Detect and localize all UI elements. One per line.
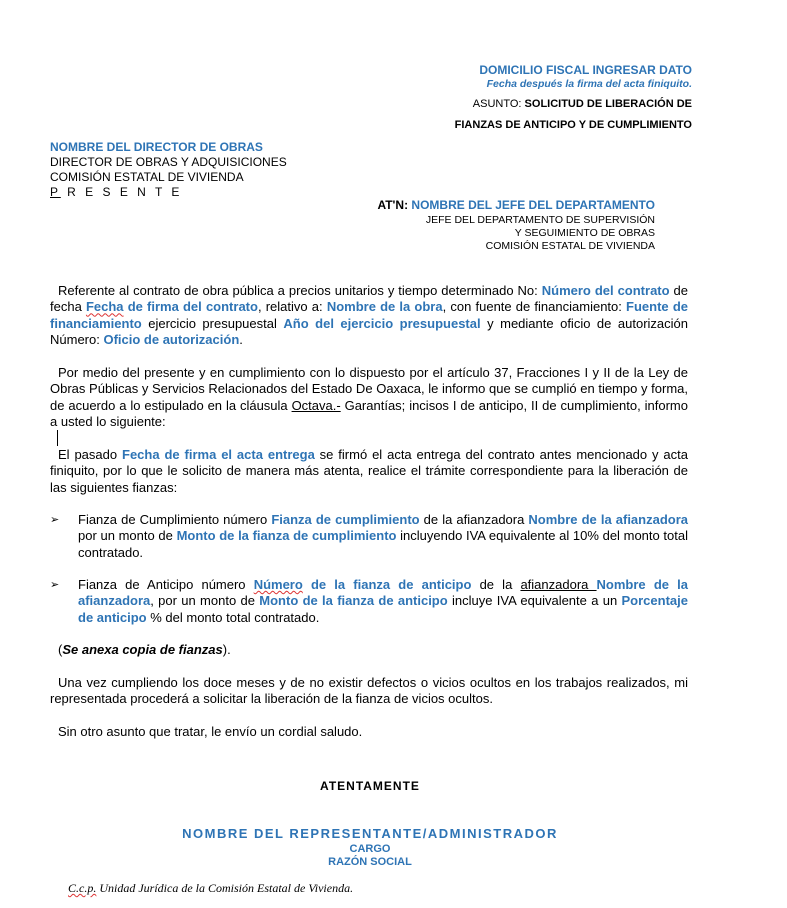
atn-label: AT'N: (377, 198, 409, 212)
b2-text-2: de la (471, 577, 521, 592)
field-oficio-autorizacion: Oficio de autorización (103, 331, 240, 347)
asunto-line-1 (473, 98, 692, 110)
p1-text-2: de fecha (50, 283, 689, 315)
field-fecha-firma-a: Fecha (85, 299, 124, 315)
anexa-close: ). (222, 642, 231, 657)
domicilio-fiscal: DOMICILIO FISCAL INGRESAR DATO (479, 63, 692, 77)
bullet-fianza-cumplimiento (50, 512, 688, 561)
asunto-label: ASUNTO: (472, 98, 522, 110)
p3-text-2: se firmó el acta entrega del contrato antes mencionado y acta finiquito, por lo que le solicito de manera más atenta, realice el trámite correspondiente para la liberación de las siguientes fianzas: (50, 447, 688, 495)
asunto-text-1: SOLICITUD DE LIBERACIÓN DE (524, 98, 692, 110)
b1-text-3: por un monto de (78, 528, 177, 544)
p3-text-1: El pasado (58, 447, 122, 462)
fecha-documento: Fecha después la firma del acta finiquito. (486, 78, 692, 90)
atn-block (377, 199, 655, 253)
p1-text-4: , con fuente de financiamiento: (442, 299, 627, 315)
ccp-text: Unidad Jurídica de la Comisión Estatal de Vivienda. (96, 881, 354, 895)
presente-rest: R E S E N T E (67, 185, 183, 199)
paragraph-vicios-ocultos: Una vez cumpliendo los doce meses y de no existir defectos o vicios ocultos en los trabajos realizados, mi representada procederá a solicitar la liberación de la fianza de vicios ocultos. (50, 675, 688, 707)
paragraph-acta-entrega (50, 447, 688, 496)
arrow-bullet-icon: ➢ (50, 514, 60, 526)
b1-text-4: incluyendo IVA equivalente al 10% del monto total contratado. (78, 528, 688, 560)
paragraph-articulo (50, 365, 688, 430)
p1-text-5: ejercicio presupuestal (141, 315, 284, 331)
atn-line-2: Y SEGUIMIENTO DE OBRAS (514, 227, 655, 239)
b2-text-4: incluye IVA equivalente a un (447, 593, 622, 609)
field-numero-fianza-b: de la fianza de anticipo (302, 577, 472, 592)
p1-text-6: y mediante oficio de autorización Número: (50, 315, 688, 347)
field-monto-fianza-anticipo: Monto de la fianza de anticipo (259, 593, 448, 609)
representante-name: NOMBRE DEL REPRESENTANTE/ADMINISTRADOR (182, 826, 558, 841)
field-monto-fianza-cumplimiento: Monto de la fianza de cumplimiento (176, 528, 397, 544)
recipient-title: DIRECTOR DE OBRAS Y ADQUISICIONES (50, 155, 287, 169)
field-numero-fianza-a: Número (253, 577, 303, 592)
field-numero-contrato: Número del contrato (541, 283, 670, 298)
presente (50, 185, 287, 200)
b2-text-3: , por un monto de (150, 593, 260, 609)
representante-cargo: CARGO (349, 843, 391, 855)
field-fianza-cumplimiento: Fianza de cumplimiento (271, 512, 420, 527)
field-nombre-afianzadora-2: Nombre de la afianzadora (78, 577, 688, 609)
anexa-open: ( (58, 642, 63, 657)
p1-text-7: . (239, 331, 243, 347)
recipient-org: COMISIÓN ESTATAL DE VIVIENDA (50, 170, 244, 184)
atn-line-3: COMISIÓN ESTATAL DE VIVIENDA (485, 240, 655, 252)
arrow-bullet-icon: ➢ (50, 579, 60, 591)
clausula-octava: Octava.- (291, 397, 341, 413)
anexa-note (58, 642, 696, 658)
b2-afianzadora: afianzadora (520, 577, 597, 592)
presente-p: P (50, 185, 61, 199)
asunto-line-2: FIANZAS DE ANTICIPO Y DE CUMPLIMIENTO (454, 119, 692, 131)
anexa-text: Se anexa copia de fianzas (62, 642, 223, 657)
ccp-abbr: C.c.p. (68, 881, 97, 895)
bullet-fianza-anticipo (50, 577, 688, 626)
b1-text-1: Fianza de Cumplimiento número (78, 512, 272, 527)
recipient-block (50, 140, 287, 200)
razon-social: RAZÓN SOCIAL (328, 856, 412, 868)
text-cursor (57, 430, 58, 446)
paragraph-saludo: Sin otro asunto que tratar, le envío un cordial saludo. (58, 724, 363, 739)
field-nombre-afianzadora: Nombre de la afianzadora (528, 512, 689, 527)
b2-text-5: % del monto total contratado. (146, 609, 320, 625)
b1-text-2: de la afianzadora (419, 512, 529, 527)
field-fecha-acta-entrega: Fecha de firma el acta entrega (122, 447, 315, 462)
paragraph-contrato (50, 283, 688, 348)
b2-text-1: Fianza de Anticipo número (78, 577, 254, 592)
atn-line-1: JEFE DEL DEPARTAMENTO DE SUPERVISIÓN (425, 214, 655, 226)
p1-text-1: Referente al contrato de obra pública a precios unitarios y tiempo determinado No: (58, 283, 542, 298)
p2-text-2: Garantías; incisos I de anticipo, II de cumplimiento, informo a usted lo siguiente: (50, 397, 688, 429)
atn-name: NOMBRE DEL JEFE DEL DEPARTAMENTO (411, 198, 655, 212)
ccp-line (68, 881, 353, 896)
recipient-name: NOMBRE DEL DIRECTOR DE OBRAS (50, 140, 263, 154)
field-porcentaje-anticipo: Porcentaje de anticipo (78, 593, 688, 625)
p2-text-1: Por medio del presente y en cumplimiento con lo dispuesto por el artículo 37, Fracciones I y II de la Ley de Obras Públicas y Servicios Relacionados del Estado De Oaxaca, le informo que se cumplió en tiempo y forma, de acuerdo a lo estipulado en la cláusula (50, 365, 688, 413)
field-fuente-financiamiento: Fuente de financiamiento (50, 299, 688, 331)
field-fecha-firma-b: de firma del contrato (123, 299, 258, 315)
field-nombre-obra: Nombre de la obra (326, 299, 443, 315)
field-ejercicio-presupuestal: Año del ejercicio presupuestal (283, 315, 481, 331)
atentamente: ATENTAMENTE (320, 779, 420, 793)
p1-text-3: , relativo a: (257, 299, 327, 315)
